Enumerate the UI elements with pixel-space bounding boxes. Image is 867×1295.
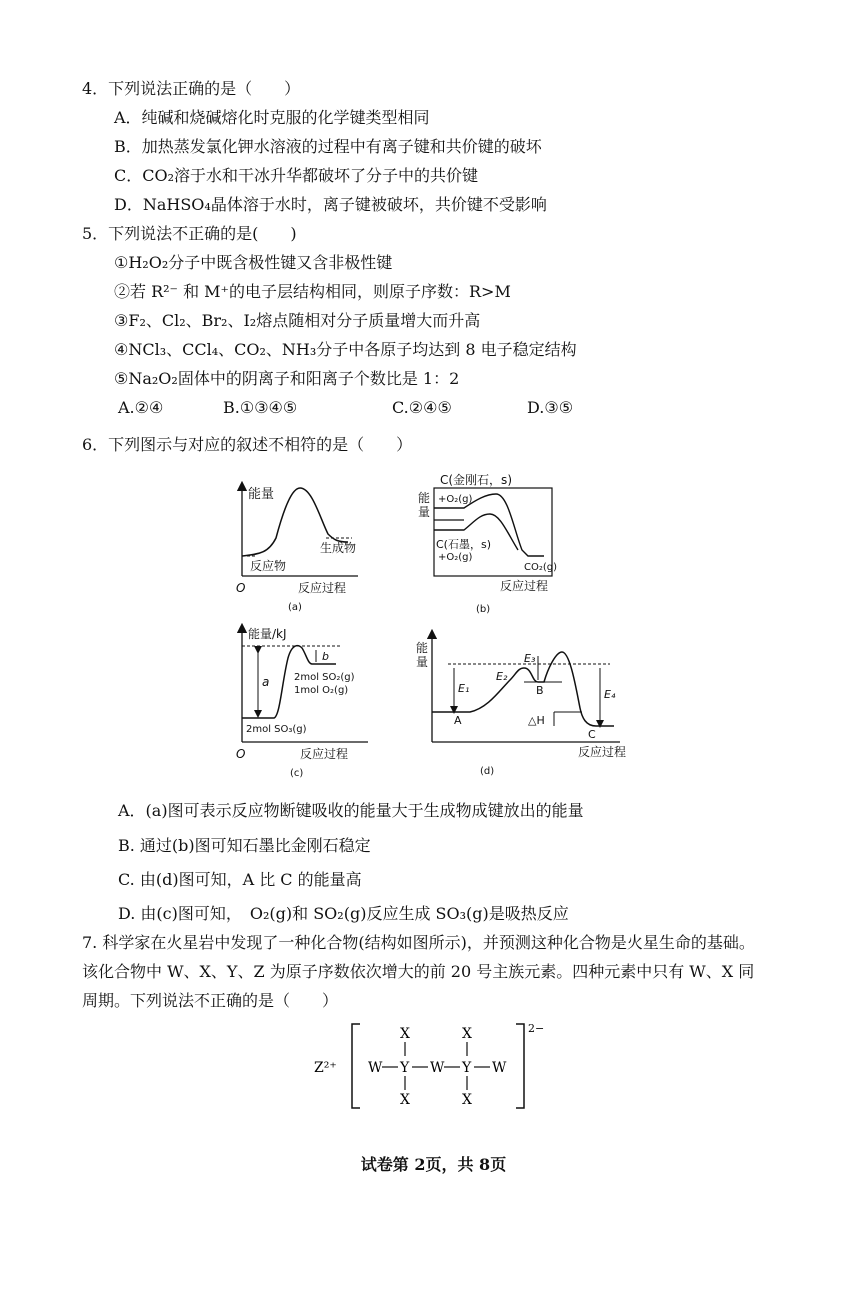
fig-b-mid-label: C(石墨，s) [436,538,491,551]
fig-d-a: A [454,714,462,727]
fig-a-product: 生成物 [320,541,357,555]
q6-option-d: D. 由(c)图可知， O₂(g)和 SO₂(g)反应生成 SO₃(g)是吸热反应 [118,904,569,923]
q5-statement-1: ①H₂O₂分子中既含极性键又含非极性键 [114,253,393,272]
struct-x2: X [462,1026,472,1042]
q5-statement-4: ④NCl₃、CCl₄、CO₂、NH₃分子中各原子均达到 8 电子稳定结构 [114,340,577,359]
figure-b [414,470,564,618]
fig-d-e4: E₄ [604,688,616,701]
fig-b-xlabel: 反应过程 [500,579,549,593]
q4-option-b: B．加热蒸发氯化钾水溶液的过程中有离子键和共价键的破坏 [114,137,542,156]
q4-option-c: C．CO₂溶于水和干冰升华都破坏了分子中的共价键 [114,166,479,185]
fig-c-prod2: 1mol O₂(g) [294,685,349,696]
struct-cation: Z²⁺ [314,1060,337,1076]
q6-stem: 6．下列图示与对应的叙述不相符的是（ ） [82,435,413,454]
struct-w1: W [368,1060,383,1076]
q5-answer-c: C.②④⑤ [392,398,452,417]
q6-option-b: B. 通过(b)图可知石墨比金刚石稳定 [118,836,371,855]
q5-statement-3: ③F₂、Cl₂、Br₂、I₂熔点随相对分子质量增大而升高 [114,311,481,330]
q4-option-a: A．纯碱和烧碱熔化时克服的化学键类型相同 [114,108,430,127]
q7-line-2: 该化合物中 W、X、Y、Z 为原子序数依次增大的前 20 号主族元素。四种元素中只有 W、X 同 [82,962,755,981]
fig-b-ylabel1: 能 [418,491,431,505]
q5-statement-2: ②若 R²⁻ 和 M⁺的电子层结构相同，则原子序数：R>M [114,282,511,301]
q7-line-3: 周期。下列说法不正确的是（ ） [82,991,339,1010]
fig-d-ylabel2: 量 [416,655,429,669]
q5-answer-b: B.①③④⑤ [223,398,298,417]
q7-line-1: 7. 科学家在火星岩中发现了一种化合物(结构如图所示)，并预测这种化合物是火星生命的基础。 [82,933,755,952]
fig-d-c: C [588,728,596,741]
structure-diagram [300,1020,580,1120]
fig-a-reactant: 反应物 [250,559,287,573]
fig-c-prod1: 2mol SO₂(g) [294,672,355,683]
q5-statement-5: ⑤Na₂O₂固体中的阴离子和阳离子个数比是 1：2 [114,369,460,388]
struct-x4: X [462,1092,472,1108]
figure-c [228,622,388,782]
fig-a-xlabel: 反应过程 [298,581,347,595]
struct-y1: Y [400,1060,410,1076]
fig-a-caption: (a) [288,602,302,613]
fig-b-top-label2: +O₂(g) [438,494,473,505]
fig-b-top-label: C(金刚石，s) [440,473,512,487]
fig-a-ylabel: 能量 [248,487,275,502]
fig-d-caption: (d) [480,766,495,777]
q5-answer-d: D.③⑤ [527,398,574,417]
fig-d-b: B [536,684,544,697]
q5-answer-a: A.②④ [118,398,164,417]
struct-w2: W [430,1060,445,1076]
fig-c-origin: O [236,747,246,761]
fig-b-caption: (b) [476,604,491,615]
figure-a [228,478,378,618]
struct-w3: W [492,1060,507,1076]
fig-d-xlabel: 反应过程 [578,745,627,759]
fig-c-ylabel: 能量/kJ [248,627,287,641]
fig-b-ylabel2: 量 [418,505,431,519]
page-footer: 试卷第 2页，共 8页 [360,1155,507,1174]
fig-d-e3: E₃ [524,652,536,665]
struct-charge: 2− [528,1022,545,1035]
fig-c-caption: (c) [290,768,304,779]
figure-d [412,628,642,780]
fig-d-ylabel1: 能 [416,641,429,655]
fig-a-origin: O [236,581,246,595]
fig-c-xlabel: 反应过程 [300,747,349,761]
q6-option-c: C. 由(d)图可知，A 比 C 的能量高 [118,870,362,889]
fig-d-e2: E₂ [496,670,508,683]
fig-c-a: a [262,675,270,689]
struct-x1: X [400,1026,410,1042]
q4-stem: 4．下列说法正确的是（ ） [82,79,301,98]
fig-b-product: CO₂(g) [524,562,558,573]
struct-x3: X [400,1092,410,1108]
fig-d-dh: △H [528,714,545,727]
fig-d-e1: E₁ [458,682,470,695]
fig-c-react: 2mol SO₃(g) [246,724,307,735]
struct-y2: Y [462,1060,472,1076]
q6-option-a: A．(a)图可表示反应物断键吸收的能量大于生成物成键放出的能量 [118,801,584,820]
fig-b-mid-label2: +O₂(g) [438,552,473,563]
q5-stem: 5．下列说法不正确的是( ) [82,224,297,243]
fig-c-b: b [322,650,329,663]
q4-option-d: D．NaHSO₄晶体溶于水时，离子键被破坏，共价键不受影响 [114,195,547,214]
